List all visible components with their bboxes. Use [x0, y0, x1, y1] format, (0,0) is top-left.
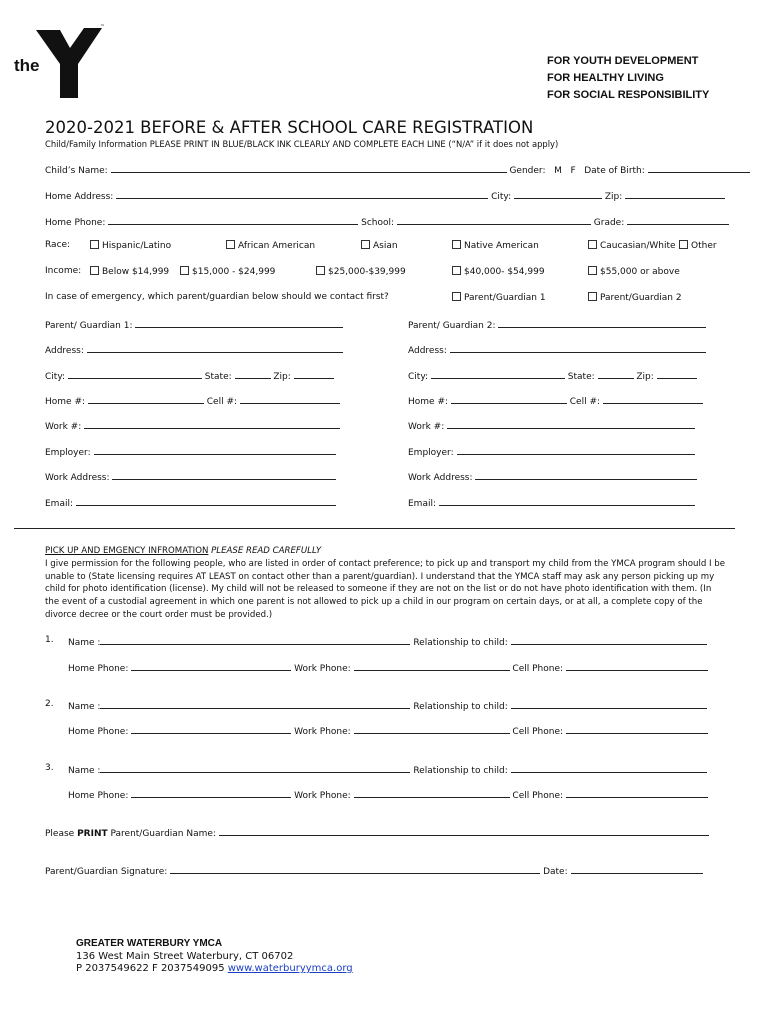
contact1-home-field[interactable] [131, 661, 291, 671]
race-option-african-american[interactable]: African American [226, 240, 315, 251]
print-name-row: Please PRINT Parent/Guardian Name: [45, 826, 709, 839]
guardian2-address-row: Address: [408, 343, 706, 356]
print-name-field[interactable] [219, 826, 709, 836]
emergency-question: In case of emergency, which parent/guardian below should we contact first? [45, 292, 389, 302]
guardian2-name-row: Parent/ Guardian 2: [408, 318, 706, 331]
child-name-row [45, 163, 750, 176]
ymca-logo [30, 24, 110, 106]
checkbox-icon [452, 292, 461, 301]
guardian1-cell-field[interactable] [240, 394, 340, 404]
guardian1-name-row: Parent/ Guardian 1: [45, 318, 343, 331]
guardian1-home-field[interactable] [88, 394, 204, 404]
guardian1-address-row: Address: [45, 343, 343, 356]
home-phone-row [45, 215, 729, 228]
contact1-phone-row: Home Phone: Work Phone: Cell Phone: [68, 661, 708, 674]
contact3-relationship-field[interactable] [511, 763, 707, 773]
guardian2-work-address-row: Work Address: [408, 470, 697, 483]
dob-field[interactable] [648, 163, 750, 173]
income-option-55000-above[interactable]: $55,000 or above [588, 266, 680, 277]
race-label: Race: [45, 240, 71, 250]
home-address-row [45, 189, 725, 202]
contact2-relationship-field[interactable] [511, 699, 707, 709]
guardian1-city-field[interactable] [68, 369, 202, 379]
contact2-phone-row: Home Phone: Work Phone: Cell Phone: [68, 724, 708, 737]
gender-label: Gender: [509, 166, 546, 176]
guardian2-phone-row: Home #: Cell #: [408, 394, 703, 407]
checkbox-icon [588, 240, 597, 249]
tagline-line-3: FOR SOCIAL RESPONSIBILITY [547, 89, 710, 101]
checkbox-icon [588, 266, 597, 275]
document-title: 2020-2021 BEFORE & AFTER SCHOOL CARE REGISTRATION [45, 118, 534, 137]
guardian2-cell-field[interactable] [603, 394, 703, 404]
guardian1-state-field[interactable] [235, 369, 271, 379]
contact2-home-field[interactable] [131, 724, 291, 734]
signature-field[interactable] [170, 864, 540, 874]
income-option-15000-24999[interactable]: $15,000 - $24,999 [180, 266, 275, 277]
guardian2-email-row: Email: [408, 496, 695, 509]
guardian1-work-address-field[interactable] [112, 470, 336, 480]
checkbox-icon [679, 240, 688, 249]
trademark-mark: ™ [100, 24, 105, 30]
contact3-name-row: Name : Relationship to child: [68, 763, 707, 776]
income-option-below-14999[interactable]: Below $14,999 [90, 266, 169, 277]
tagline [547, 53, 709, 104]
tagline-line-2: FOR HEALTHY LIVING [547, 72, 664, 84]
income-label: Income: [45, 266, 82, 276]
gender-m[interactable]: M [554, 166, 562, 176]
contact1-name-field[interactable] [100, 635, 410, 645]
guardian2-work-address-field[interactable] [475, 470, 697, 480]
checkbox-icon [452, 240, 461, 249]
income-option-25000-39999[interactable]: $25,000-$39,999 [316, 266, 406, 277]
zip-label: Zip: [604, 192, 623, 202]
contact2-name-field[interactable] [100, 699, 410, 709]
footer-contact-line: P 2037549622 F 2037549095 www.waterburyymca.org [76, 963, 353, 975]
guardian1-work-address-row: Work Address: [45, 470, 336, 483]
emergency-option-guardian-2[interactable]: Parent/Guardian 2 [588, 292, 682, 303]
contact3-phone-row: Home Phone: Work Phone: Cell Phone: [68, 788, 708, 801]
checkbox-icon [180, 266, 189, 275]
guardian2-city-field[interactable] [431, 369, 565, 379]
race-option-native-american[interactable]: Native American [452, 240, 539, 251]
guardian1-address-field[interactable] [87, 343, 343, 353]
guardian1-work-field[interactable] [84, 419, 340, 429]
city-label: City: [491, 192, 512, 202]
income-option-40000-54999[interactable]: $40,000- $54,999 [452, 266, 545, 277]
footer-website-link[interactable]: www.waterburyymca.org [227, 963, 353, 975]
contact3-home-field[interactable] [131, 788, 291, 798]
contact2-work-field[interactable] [354, 724, 510, 734]
home-address-field[interactable] [116, 189, 488, 199]
ymca-y-logo-icon [30, 24, 110, 102]
checkbox-icon [452, 266, 461, 275]
checkbox-icon [588, 292, 597, 301]
guardian2-employer-field[interactable] [457, 445, 695, 455]
contact2-number: 2. [45, 699, 54, 709]
guardian2-city-row: City: State: Zip: [408, 369, 697, 382]
child-name-label: Child’s Name: [45, 166, 108, 176]
guardian1-phone-row: Home #: Cell #: [45, 394, 340, 407]
zip-field[interactable] [625, 189, 725, 199]
guardian2-home-field[interactable] [451, 394, 567, 404]
race-option-hispanic[interactable]: Hispanic/Latino [90, 240, 171, 251]
guardian2-state-field[interactable] [598, 369, 634, 379]
school-field[interactable] [397, 215, 591, 225]
guardian2-employer-row: Employer: [408, 445, 695, 458]
dob-label: Date of Birth: [584, 166, 645, 176]
guardian2-zip-field[interactable] [657, 369, 697, 379]
home-phone-field[interactable] [108, 215, 358, 225]
document-subtitle: Child/Family Information PLEASE PRINT IN BLUE/BLACK INK CLEARLY AND COMPLETE EACH LINE (“N/A” if it does not apply) [45, 139, 559, 149]
guardian2-work-row: Work #: [408, 419, 695, 432]
guardian1-name-field[interactable] [135, 318, 343, 328]
footer-org: GREATER WATERBURY YMCA [76, 938, 223, 949]
guardian1-city-row: City: State: Zip: [45, 369, 334, 382]
gender-f[interactable]: F [570, 166, 576, 176]
footer-address: 136 West Main Street Waterbury, CT 06702 [76, 950, 294, 962]
checkbox-icon [90, 266, 99, 275]
date-field[interactable] [571, 864, 703, 874]
guardian1-work-row: Work #: [45, 419, 340, 432]
checkbox-icon [90, 240, 99, 249]
contact3-work-field[interactable] [354, 788, 510, 798]
section-divider [14, 528, 735, 529]
contact2-cell-field[interactable] [566, 724, 708, 734]
guardian2-address-field[interactable] [450, 343, 706, 353]
home-phone-label: Home Phone: [45, 218, 106, 228]
contact1-number: 1. [45, 635, 54, 645]
guardian1-employer-row: Employer: [45, 445, 336, 458]
home-address-label: Home Address: [45, 192, 114, 202]
grade-field[interactable] [627, 215, 729, 225]
guardian1-email-field[interactable] [76, 496, 336, 506]
logo-the-text: the [14, 56, 40, 75]
tagline-line-1: FOR YOUTH DEVELOPMENT [547, 55, 699, 67]
child-name-field[interactable] [111, 163, 507, 173]
contact1-cell-field[interactable] [566, 661, 708, 671]
guardian1-employer-field[interactable] [94, 445, 336, 455]
guardian1-zip-field[interactable] [294, 369, 334, 379]
race-option-asian[interactable]: Asian [361, 240, 398, 251]
grade-label: Grade: [593, 218, 625, 228]
guardian2-email-field[interactable] [439, 496, 695, 506]
checkbox-icon [316, 266, 325, 275]
emergency-option-guardian-1[interactable]: Parent/Guardian 1 [452, 292, 546, 303]
svg-text:YMCA: YMCA [80, 91, 96, 102]
contact3-cell-field[interactable] [566, 788, 708, 798]
pickup-heading: PICK UP AND EMGENCY INFROMATION PLEASE READ CAREFULLY [45, 546, 322, 556]
guardian2-work-field[interactable] [447, 419, 695, 429]
contact3-number: 3. [45, 763, 54, 773]
contact2-name-row: Name : Relationship to child: [68, 699, 707, 712]
school-label: School: [361, 218, 395, 228]
contact1-name-row: Name : Relationship to child: [68, 635, 707, 648]
pickup-paragraph: I give permission for the following people, who are listed in order of contact preference; to pick up and transport my child from the YMCA program should I be unable to (State licensing requires AT LEAST on contact other than a parent/guardian). I understand that the YMCA staff may ask any person picking up my child for photo identification (license). My child will not be released to someone if they are not on the list or do not have photo identification with them. (In the event of a custodial agreement in which one parent is not allowed to pick up a child in our program on certain days, or at all, a complete copy of the divorce decree or the court order must be provided.) [45, 559, 726, 620]
checkbox-icon [361, 240, 370, 249]
contact1-relationship-field[interactable] [511, 635, 707, 645]
race-option-other[interactable]: Other [679, 240, 717, 251]
race-option-caucasian[interactable]: Caucasian/White [588, 240, 676, 251]
footer [76, 938, 353, 976]
city-field[interactable] [514, 189, 602, 199]
guardian2-name-field[interactable] [498, 318, 706, 328]
signature-row: Parent/Guardian Signature: Date: [45, 864, 703, 877]
contact3-name-field[interactable] [100, 763, 410, 773]
contact1-work-field[interactable] [354, 661, 510, 671]
guardian1-email-row: Email: [45, 496, 336, 509]
checkbox-icon [226, 240, 235, 249]
